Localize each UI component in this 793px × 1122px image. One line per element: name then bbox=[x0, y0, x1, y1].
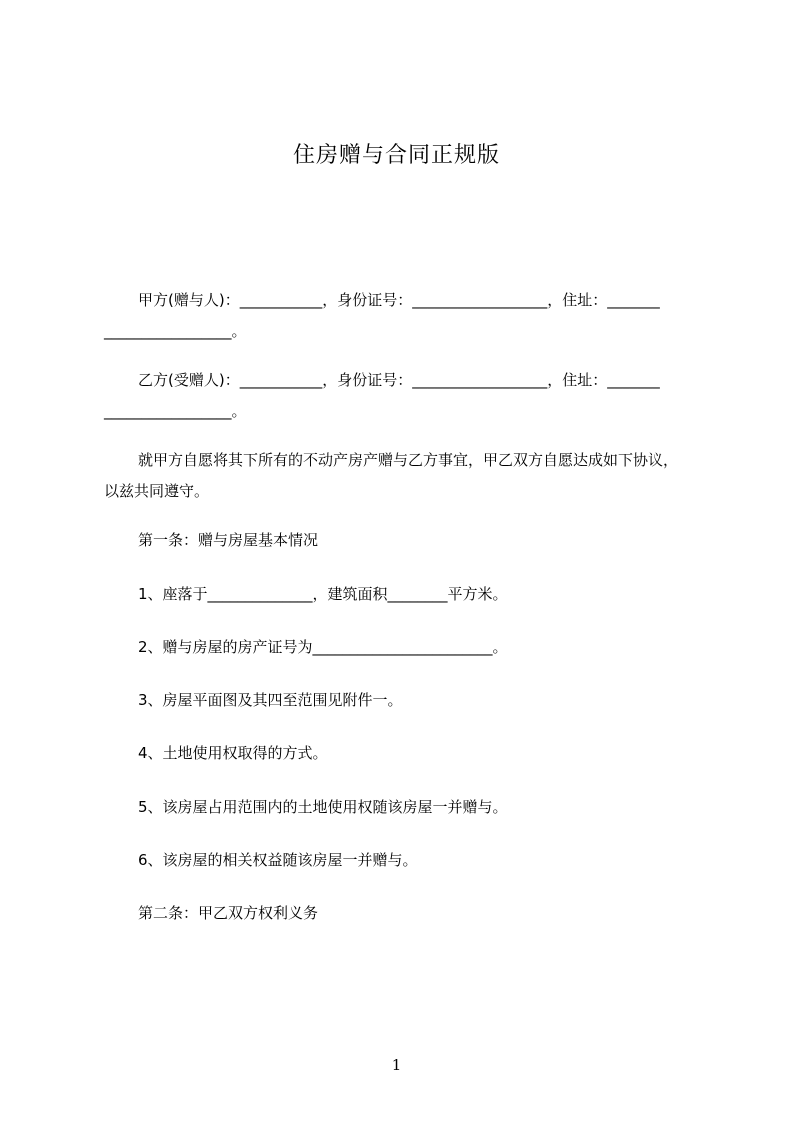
intro-paragraph bbox=[104, 445, 704, 507]
article-1-heading: 第一条：赠与房屋基本情况 bbox=[138, 531, 319, 549]
intro-line-2: 以兹共同遵守。 bbox=[104, 482, 210, 500]
intro-line-1: 就甲方自愿将其下所有的不动产房产赠与乙方事宜，甲乙双方自愿达成如下协议， bbox=[138, 451, 679, 469]
party-a-line-2: _________________。 bbox=[104, 322, 247, 340]
party-b-line-1: 乙方(受赠人)：___________，身份证号：__________________，住址：_______ bbox=[138, 371, 660, 389]
article-2-heading: 第二条：甲乙双方权利义务 bbox=[138, 904, 319, 922]
party-a-line-1: 甲方(赠与人)：___________，身份证号：__________________，住址：_______ bbox=[138, 291, 660, 309]
party-b-line-2: _________________。 bbox=[104, 402, 247, 420]
page-number: 1 bbox=[391, 1056, 402, 1074]
article-1-item: 1、座落于______________，建筑面积________平方米。 bbox=[138, 585, 508, 603]
article-1-item: 5、该房屋占用范围内的土地使用权随该房屋一并赠与。 bbox=[138, 798, 508, 816]
document-title: 住房赠与合同正规版 bbox=[292, 143, 500, 168]
party-a-paragraph bbox=[104, 285, 704, 347]
party-b-paragraph bbox=[104, 365, 704, 427]
article-1-item: 2、赠与房屋的房产证号为________________________。 bbox=[138, 638, 508, 656]
article-1-item: 6、该房屋的相关权益随该房屋一并赠与。 bbox=[138, 851, 418, 869]
article-1-item: 3、房屋平面图及其四至范围见附件一。 bbox=[138, 691, 403, 709]
article-1-item: 4、土地使用权取得的方式。 bbox=[138, 744, 328, 762]
